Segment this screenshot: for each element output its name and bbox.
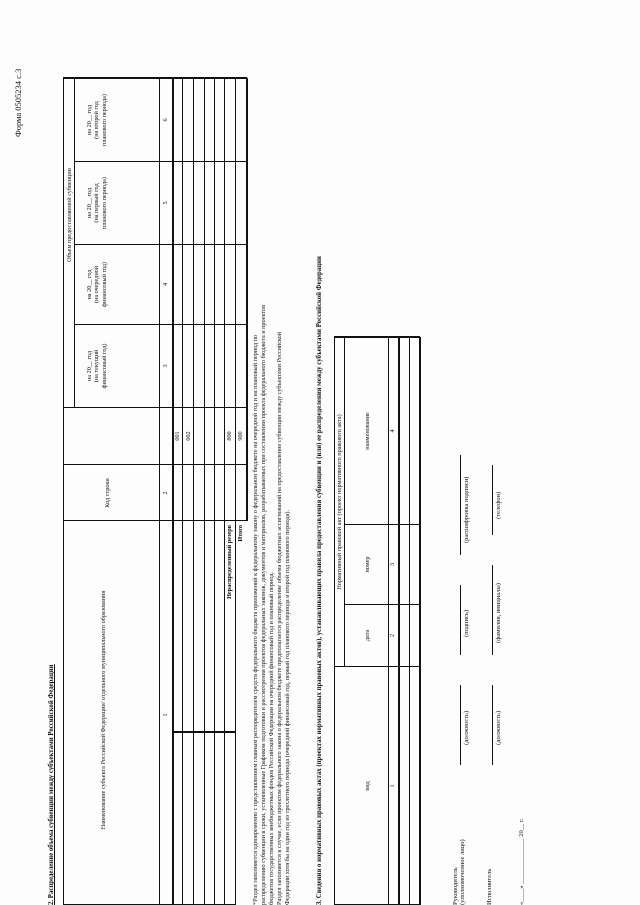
executor-phone-caption: (телефон)	[495, 491, 502, 519]
col-number-6: 6	[162, 118, 169, 122]
undistributed-code: 800	[226, 431, 233, 441]
row-code-001: 001	[174, 431, 181, 441]
head-label: Руководитель (уполномоченное лицо)	[452, 839, 467, 905]
head-name-caption: (расшифровка подписи)	[463, 476, 470, 543]
col-number-5: 5	[162, 201, 169, 205]
col-number-4: 4	[162, 282, 169, 287]
header-year-plan2: на 20__ год (на второй год планового периода)	[86, 94, 108, 146]
s3-col-number-4: 4	[389, 429, 396, 433]
col-number-2: 2	[162, 491, 169, 495]
head-signature-caption: (подпись)	[463, 610, 470, 637]
header-year-plan1: на 20__ год (на первый год планового периода)	[86, 177, 108, 229]
head-position-caption: (должность)	[463, 710, 470, 745]
executor-position-caption: (должность)	[495, 710, 502, 745]
row-code-002: 002	[185, 431, 192, 441]
s3-col-number-1: 1	[389, 784, 396, 788]
header-volume: Объем предоставляемой субвенции	[66, 168, 73, 262]
col-number: номер	[364, 556, 371, 573]
col-number-3: 3	[162, 364, 169, 368]
legal-act-header: Нормативный правовой акт (проект нормативного правового акта)	[336, 414, 343, 590]
col-date: дата	[364, 629, 371, 642]
form-label: Форма 0505234 с.3	[13, 68, 23, 137]
total-label: Итого	[237, 525, 244, 542]
section2-title: 2. Распределение объема субвенции между субъектами Российской Федерации	[48, 664, 55, 905]
signature-date: «____» ______________ 20__ г.	[518, 818, 525, 905]
s3-col-number-3: 3	[389, 562, 396, 567]
header-code: Код строки	[104, 478, 111, 508]
header-name: Наименование субъекта Российской Федерации/ отдельного муниципального образования	[100, 590, 107, 830]
executor-label: Исполнитель	[486, 868, 493, 905]
footnote: *Раздел заполняется одновременно с представлением главным распорядителем средств федерального бюджета приложений к федеральному закону о федеральном бюджете на очередной год и на плановый период по распределению субвенции в сроки, установленные Графиком подготовки и рассмотрения проектов федеральных законов, документов и материалов, разрабатываемых при составлении проекта федерального бюджета и проектов бюджетов государственных внебюджетных фондов Российской Федерации на очередной финансовый год и плановый период. Раздел заполняется в случае, если проектом федерального закона о федеральном бюджете предполагается распределение объема бюджетных ассигнований на предоставление субвенции между субъектами Российской Федерации хотя бы на один год из трехлетнего периода (очередной финансовый год, первый год планового периода и второй год планового периода).	[252, 305, 292, 905]
col-title: наименование	[364, 412, 371, 450]
col-number-1: 1	[162, 713, 169, 717]
total-code: 900	[237, 431, 244, 441]
undistributed-label: Нераспределенный резерв	[226, 525, 233, 599]
section3-title: 3. Сведения о нормативных правовых актах (проектах нормативных правовых актов), устанавливающих правила предоставления субвенции и (или) ее распределения между субъектами Российской Федерации	[316, 256, 323, 905]
col-kind: вид	[364, 781, 371, 791]
s3-col-number-2: 2	[389, 633, 396, 638]
header-year-current: на 20__ год (на текущий финансовый год)	[86, 343, 108, 389]
header-year-next: на 20__ год (на очередной финансовый год)	[86, 262, 108, 307]
executor-name-caption: (фамилия, инициалы)	[495, 583, 502, 643]
